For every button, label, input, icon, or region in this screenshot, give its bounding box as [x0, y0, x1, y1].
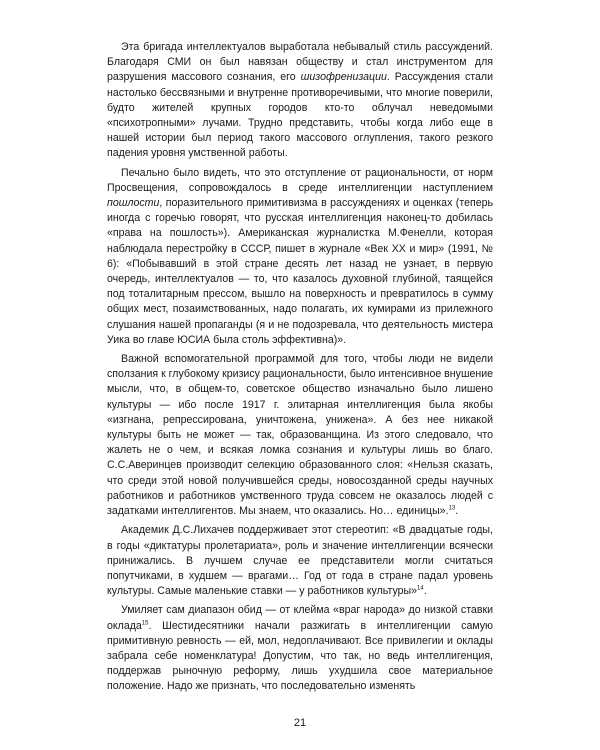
text-segment: Печально было видеть, что это отступление от рациональности, от норм Просвещения, сопровождалось в среде интеллигенции наступлением — [107, 166, 493, 194]
page-number: 21 — [293, 717, 307, 729]
body-text — [107, 40, 493, 695]
footnote-ref: 14 — [417, 585, 424, 592]
italic-text: шизофренизации — [300, 71, 387, 84]
text-segment: Академик Д.С.Лихачев поддерживает этот стереотип: «В двадцатые годы, в годы «диктатуры пролетариата», роль и значение интеллигенции всячески принижались. В лучшем случае ее представители могли считаться попутчиками, в худшем — врагами… Год от года в стране падал уровень культуры. Самые маленькие ставки — у работников культуры» — [107, 524, 493, 598]
text-segment: Важной вспомогательной программой для того, чтобы люди не видели сползания к глубокому кризису рациональности, было интенсивное внушение мысли, что, в общем-то, советское общество изначально было лишено культуры — ибо после 1917 г. элитарная интеллигенция была якобы «изгнана, репрессирована, уничтожена, унижена». А без нее никакой культуры быть не может — так, образованщина. Из этого следовало, что жалеть не о чем, и всякая ломка сознания и культуры лишь во благо. С.С.Аверинцев производит селекцию образованного слоя: «Нельзя сказать, что среди этой новой получившейся среды, новосозданной среды научных работников и работников умственного труда совсем не оказалось людей с задатками интеллигентов. Мы знаем, что оказались. Но… единицы». — [107, 353, 493, 518]
paragraph — [107, 40, 493, 162]
paragraph — [107, 523, 493, 599]
text-segment: . — [455, 505, 459, 518]
text-segment: . — [423, 585, 427, 598]
paragraph — [107, 603, 493, 694]
text-segment: , поразительного примитивизма в рассуждениях и оценках (теперь иногда с горечью говорят, что русская интеллигенция наконец-то добилась «права на пошлость»). Американская журналистка М.Фенелли, которая наблюдала перестройку в СССР, пишет в журнале «Век XX и мир» (1991, № 6): «Побывавший в этой стране десять лет назад не узнает, в первую очередь, интеллектуалов — то, что казалось духовной глубиной, таящейся под тоталитарным прессом, вышло на поверхность и превратилось в сумму общих мест, позаимствованных, надо полагать, их кумирами из прилежного слушания нашей пропаганды (я и не подозревала, что деятельность мистера Уика во главе ЮСИА была столь эффективна)». — [107, 197, 493, 346]
paragraph — [107, 352, 493, 519]
text-segment: . Шестидесятники начали разжигать в интеллигенции самую примитивную ревность — ей, мол, недоплачивают. Все привилегии и оклады забрала себе номенклатура! Допустим, что так, но ведь интеллигенция, поддержав рыночную реформу, лишь ухудшила свое материальное положение. Надо же признать, что последовательно изменять — [107, 619, 493, 693]
text-segment: Умиляет сам диапазон обид — от клейма «враг народа» до низкой ставки оклада — [107, 604, 493, 632]
text-segment: . Рассуждения стали настолько бессвязными и внутренне противоречивыми, что многие поверили, будто жителей крупных городов кто-то облучал неведомыми «психотропными» лучами. Трудно представить, чтобы когда либо еще в нашей истории был период такого массового оглупления, такого резкого падения уровня умственной работы. — [107, 71, 493, 160]
italic-text: пошлости — [107, 197, 160, 210]
footnote-ref: 15 — [141, 619, 149, 626]
footnote-ref: 13 — [448, 505, 456, 512]
text-segment: Эта бригада интеллектуалов выработала небывалый стиль рассуждений. Благодаря СМИ он был навязан обществу и стал инструментом для разрушения массового сознания, его — [107, 41, 493, 84]
paragraph — [107, 166, 493, 348]
